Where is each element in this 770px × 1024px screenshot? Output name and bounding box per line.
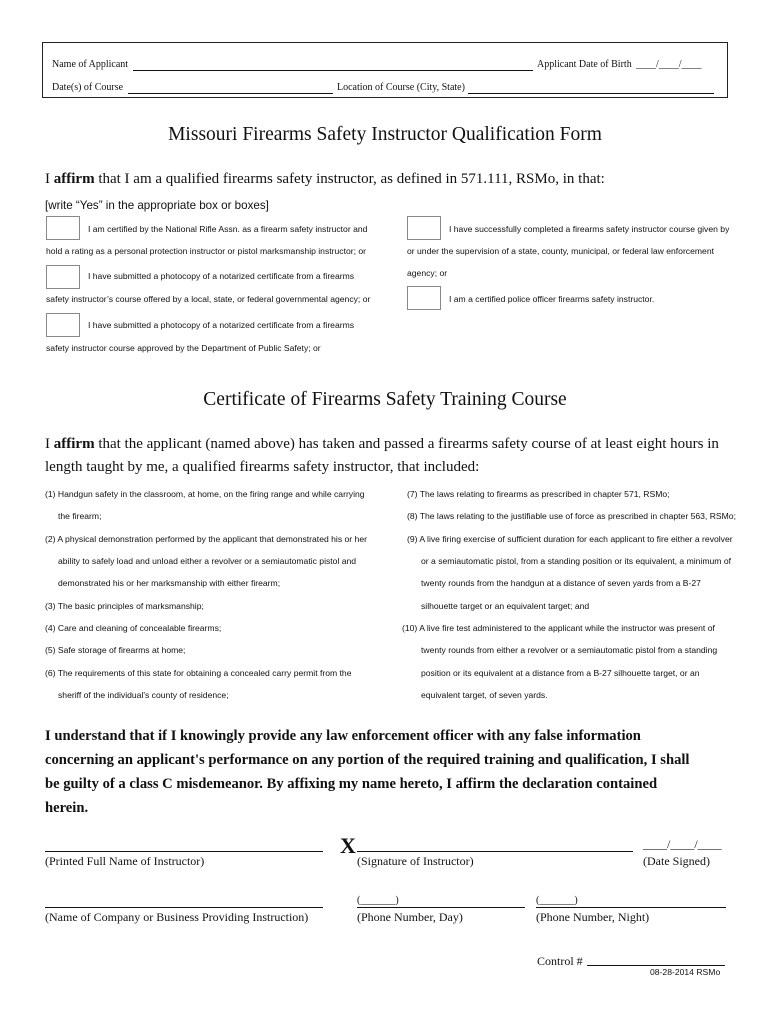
police-instructor-checkbox[interactable] — [407, 286, 441, 310]
date-signed-field[interactable]: ____/____/____ — [643, 837, 722, 851]
applicant-dob-label: Applicant Date of Birth — [537, 59, 632, 70]
applicant-name-label: Name of Applicant — [52, 59, 129, 70]
option-law-enforcement-line2: or under the supervision of a state, county, municipal, or federal law enforcement — [407, 246, 714, 256]
course-item-9-cont-a: or a semiautomatic pistol, from a standing position or its equivalent, a minimum of — [421, 556, 731, 566]
course-item-10-cont-b: position or its equivalent at a distance from a B-27 silhouette target, or an — [421, 668, 700, 678]
option-nra-line1: I am certified by the National Rifle Assn. as a firearm safety instructor and — [88, 224, 368, 234]
course-location-label: Location of Course (City, State) — [337, 82, 465, 93]
course-item-6: (6) The requirements of this state for obtaining a concealed carry permit from the — [45, 668, 352, 678]
date-signed-label: (Date Signed) — [643, 854, 710, 868]
course-item-3: (3) The basic principles of marksmanship; — [45, 601, 204, 611]
course-item-9-cont-b: twenty rounds from the handgun at a distance of seven yards from a B-27 — [421, 578, 701, 588]
course-item-2-cont-b: demonstrated his or her marksmanship with either firearm; — [58, 578, 281, 588]
option-law-enforcement-line1: I have successfully completed a firearms safety instructor course given by — [449, 224, 730, 234]
course-item-1-cont: the firearm; — [58, 511, 102, 521]
option-government-line2: safety instructor’s course offered by a local, state, or federal governmental agency; or — [46, 294, 371, 304]
course-item-9: (9) A live firing exercise of sufficient duration for each applicant to fire either a revolver — [407, 534, 733, 544]
declaration-line-1: I understand that if I knowingly provide any law enforcement officer with any false information — [45, 728, 641, 744]
applicant-name-field[interactable] — [133, 70, 533, 71]
certificate-affirm-statement-line2: length taught by me, a qualified firearms safety instructor, that included: — [45, 459, 480, 475]
course-item-7: (7) The laws relating to firearms as prescribed in chapter 571, RSMo; — [407, 489, 670, 499]
form-revision-date: 08-28-2014 RSMo — [650, 967, 721, 977]
option-law-enforcement-line3: agency; or — [407, 268, 448, 278]
signature-label: (Signature of Instructor) — [357, 854, 474, 868]
option-nra-line2: hold a rating as a personal protection instructor or pistol marksmanship instructor; or — [46, 246, 367, 256]
control-number-field[interactable] — [587, 965, 725, 966]
certificate-title: Certificate of Firearms Safety Training Course — [203, 389, 567, 410]
course-item-2-cont-a: ability to safely load and unload either a revolver or a semiautomatic pistol and — [58, 556, 357, 566]
option-government-line1: I have submitted a photocopy of a notarized certificate from a firearms — [88, 271, 355, 281]
phone-day-field[interactable] — [357, 907, 525, 908]
course-location-field[interactable] — [468, 93, 714, 94]
qualification-form-title: Missouri Firearms Safety Instructor Qualification Form — [168, 124, 602, 145]
course-item-5: (5) Safe storage of firearms at home; — [45, 645, 186, 655]
option-dps-line2: safety instructor course approved by the Department of Public Safety; or — [46, 343, 321, 353]
course-item-4: (4) Care and cleaning of concealable firearms; — [45, 623, 222, 633]
phone-day-area-code[interactable]: (_______) — [357, 895, 399, 906]
phone-night-label: (Phone Number, Night) — [536, 910, 650, 924]
option-dps-line1: I have submitted a photocopy of a notarized certificate from a firearms — [88, 320, 355, 330]
company-name-label: (Name of Company or Business Providing Instruction) — [45, 910, 309, 924]
printed-name-label: (Printed Full Name of Instructor) — [45, 854, 205, 868]
phone-night-field[interactable] — [536, 907, 726, 908]
option-police-line1: I am a certified police officer firearms safety instructor. — [449, 294, 655, 304]
course-dates-label: Date(s) of Course — [52, 82, 124, 93]
dps-approved-course-checkbox[interactable] — [46, 313, 80, 337]
declaration-line-2: concerning an applicant's performance on any portion of the required training and qualification, I shall — [45, 752, 690, 768]
course-item-8: (8) The laws relating to the justifiable use of force as prescribed in chapter 563, RSMo; — [407, 511, 736, 521]
course-item-6-cont: sheriff of the individual's county of residence; — [58, 690, 229, 700]
signature-x-mark: X — [340, 833, 356, 858]
nra-certified-checkbox[interactable] — [46, 216, 80, 240]
law-enforcement-course-checkbox[interactable] — [407, 216, 441, 240]
phone-night-area-code[interactable]: (_______) — [536, 895, 578, 906]
course-item-10: (10) A live fire test administered to the applicant while the instructor was present of — [402, 623, 715, 633]
government-course-checkbox[interactable] — [46, 265, 80, 289]
declaration-line-4: herein. — [45, 800, 89, 816]
printed-name-field[interactable] — [45, 851, 323, 852]
qualification-affirm-statement: I affirm that I am a qualified firearms safety instructor, as defined in 571.111, RSMo, in that: — [45, 171, 605, 187]
course-item-1: (1) Handgun safety in the classroom, at home, on the firing range and while carrying — [45, 489, 365, 499]
declaration-line-3: be guilty of a class C misdemeanor. By affixing my name hereto, I affirm the declaration contained — [45, 776, 658, 792]
course-item-2: (2) A physical demonstration performed by the applicant that demonstrated his or her — [45, 534, 367, 544]
phone-day-label: (Phone Number, Day) — [357, 910, 463, 924]
course-item-9-cont-c: silhouette target or an equivalent target; and — [421, 601, 590, 611]
company-name-field[interactable] — [45, 907, 323, 908]
checkbox-instruction: [write “Yes” in the appropriate box or boxes] — [45, 199, 269, 212]
course-item-10-cont-c: equivalent target, of seven yards. — [421, 690, 548, 700]
certificate-affirm-statement: I affirm that the applicant (named above) has taken and passed a firearms safety course of at least eight hours in — [45, 436, 719, 452]
course-dates-field[interactable] — [128, 93, 333, 94]
course-item-10-cont-a: twenty rounds from either a revolver or a semiautomatic pistol from a standing — [421, 645, 718, 655]
applicant-dob-field[interactable]: ____/____/____ — [636, 59, 702, 70]
control-number-label: Control # — [537, 954, 583, 968]
signature-field[interactable] — [357, 851, 633, 852]
